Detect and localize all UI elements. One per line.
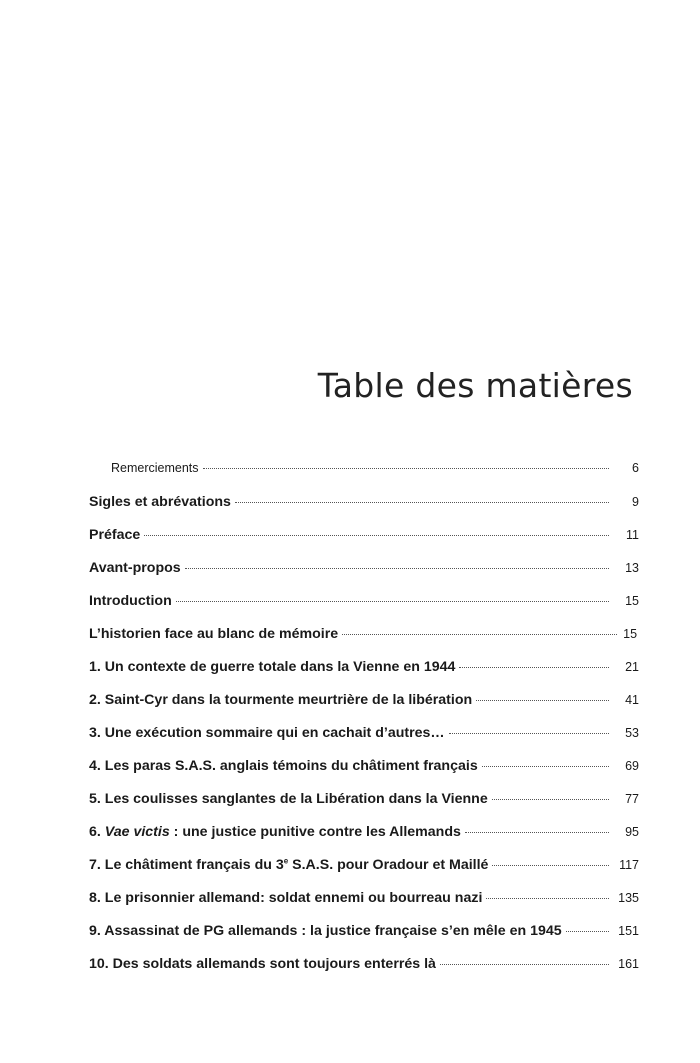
label-superscript: e xyxy=(283,856,289,866)
toc-entry-page: 6 xyxy=(632,461,639,475)
toc-entry-chapter-2[interactable] xyxy=(89,692,639,725)
toc-entry-chapter-10[interactable] xyxy=(89,956,639,989)
toc-entry-label xyxy=(89,824,461,840)
toc-entry-label: Préface xyxy=(89,527,141,543)
toc-entry-label: 4. Les paras S.A.S. anglais témoins du châtiment français xyxy=(89,758,478,774)
label-suffix: : une justice punitive contre les Allemands xyxy=(169,824,461,840)
dot-leader xyxy=(482,766,609,767)
toc-entry-label: 2. Saint-Cyr dans la tourmente meurtrière de la libération xyxy=(89,692,473,708)
toc-entry-page: 11 xyxy=(626,528,639,542)
toc-entry-historien[interactable] xyxy=(89,626,639,659)
dot-leader xyxy=(342,634,617,635)
toc-entry-label: 9. Assassinat de PG allemands : la justice française s’en mêle en 1945 xyxy=(89,923,562,939)
toc-entry-page: 161 xyxy=(618,957,639,971)
label-prefix: 6. xyxy=(89,824,105,840)
toc-entry-page: 77 xyxy=(625,792,639,806)
label-italic: Vae victis xyxy=(104,824,170,840)
toc-entry-chapter-6[interactable] xyxy=(89,824,639,857)
toc-entry-chapter-8[interactable] xyxy=(89,890,639,923)
dot-leader xyxy=(176,601,609,602)
toc-entry-label: L’historien face au blanc de mémoire xyxy=(89,626,339,642)
toc-entry-page: 69 xyxy=(625,759,639,773)
toc-entry-chapter-3[interactable] xyxy=(89,725,639,758)
toc-entry-page: 135 xyxy=(618,891,639,905)
toc-entry-label: 3. Une exécution sommaire qui en cachait d’autres… xyxy=(89,725,445,741)
toc-entry-chapter-7[interactable] xyxy=(89,857,639,890)
toc-entry-label: Avant-propos xyxy=(89,560,181,576)
toc-entry-page: 117 xyxy=(619,858,639,872)
toc-entry-label: Sigles et abrévations xyxy=(89,494,231,510)
toc-entry-label: Remerciements xyxy=(111,461,199,475)
dot-leader xyxy=(476,700,609,701)
toc-entry-page: 95 xyxy=(625,825,639,839)
toc-entry-page: 15 xyxy=(623,627,638,641)
toc-entry-label: Introduction xyxy=(89,593,172,609)
toc-entry-sigles[interactable] xyxy=(89,494,639,527)
toc-entry-page: 21 xyxy=(625,660,639,674)
toc-entry-avant-propos[interactable] xyxy=(89,560,639,593)
dot-leader xyxy=(449,733,609,734)
dot-leader xyxy=(486,898,609,899)
dot-leader xyxy=(459,667,609,668)
toc-entry-chapter-5[interactable] xyxy=(89,791,639,824)
toc-entry-page: 41 xyxy=(625,693,639,707)
label-prefix: 7. Le châtiment français du 3 xyxy=(89,857,284,873)
toc-entry-label xyxy=(89,857,488,873)
toc-entry-remerciements[interactable] xyxy=(89,461,639,494)
toc-entry-preface[interactable] xyxy=(89,527,639,560)
toc-entry-page: 53 xyxy=(625,726,639,740)
toc-entry-page: 13 xyxy=(625,561,639,575)
toc-entry-introduction[interactable] xyxy=(89,593,639,626)
dot-leader xyxy=(492,865,609,866)
dot-leader xyxy=(235,502,609,503)
dot-leader xyxy=(185,568,609,569)
toc-entry-label: 1. Un contexte de guerre totale dans la Vienne en 1944 xyxy=(89,659,456,675)
page-title: Table des matières xyxy=(317,366,633,405)
toc-entry-chapter-9[interactable] xyxy=(89,923,639,956)
dot-leader xyxy=(144,535,609,536)
toc-entry-page: 151 xyxy=(618,924,639,938)
toc-entry-page: 9 xyxy=(632,495,639,509)
label-suffix: S.A.S. pour Oradour et Maillé xyxy=(288,857,489,873)
table-of-contents xyxy=(89,461,639,989)
toc-entry-chapter-1[interactable] xyxy=(89,659,639,692)
dot-leader xyxy=(492,799,609,800)
toc-entry-label: 8. Le prisonnier allemand: soldat ennemi ou bourreau nazi xyxy=(89,890,483,906)
dot-leader xyxy=(566,931,609,932)
dot-leader xyxy=(440,964,609,965)
toc-entry-label: 5. Les coulisses sanglantes de la Libération dans la Vienne xyxy=(89,791,488,807)
dot-leader xyxy=(465,832,609,833)
dot-leader xyxy=(203,468,609,469)
toc-entry-label: 10. Des soldats allemands sont toujours enterrés là xyxy=(89,956,436,972)
toc-entry-chapter-4[interactable] xyxy=(89,758,639,791)
toc-entry-page: 15 xyxy=(625,594,639,608)
